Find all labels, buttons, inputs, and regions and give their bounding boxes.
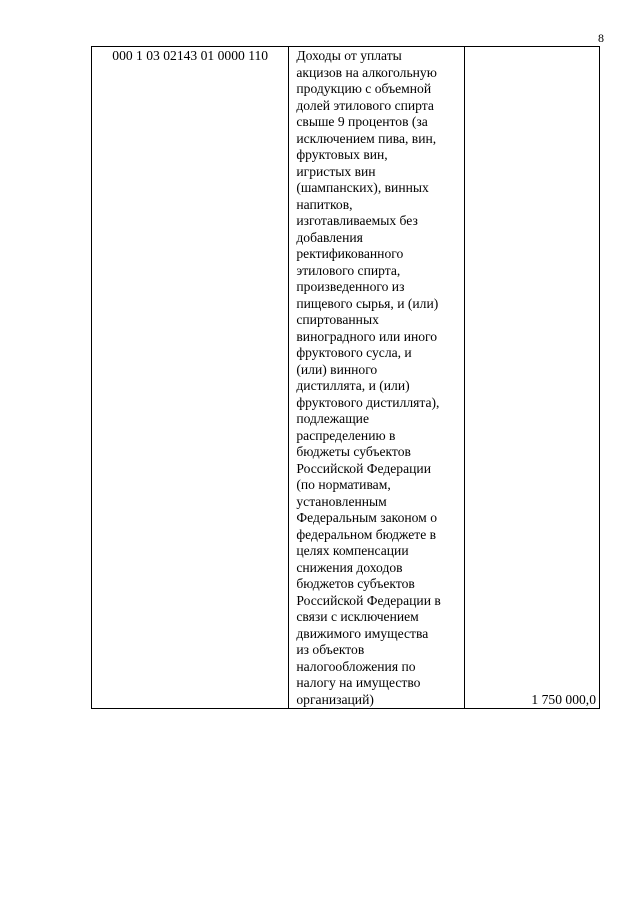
revenue-name-line: связи с исключением — [296, 609, 419, 624]
revenue-name-line: дистиллята, и (или) — [296, 378, 410, 393]
revenue-name-line: бюджеты субъектов — [296, 444, 411, 459]
revenue-name-line: (или) винного — [296, 361, 378, 377]
revenue-name-line: долей этилового спирта — [296, 97, 434, 113]
table-row — [92, 47, 600, 709]
revenue-name-line: ректификованного — [296, 246, 404, 261]
revenue-name-text — [296, 48, 459, 708]
revenue-name-line: фруктового сусла, и — [296, 345, 412, 360]
revenue-name-line: (по нормативам, — [296, 477, 391, 492]
revenue-name-line: Федеральным законом о — [296, 510, 437, 525]
revenue-name-line: этилового спирта, — [296, 262, 401, 278]
budget-classification-code: 000 1 03 02143 01 0000 110 — [92, 47, 289, 709]
revenue-name-line: исключением пива, вин, — [296, 130, 437, 146]
page-number: 8 — [598, 31, 604, 45]
revenue-name-line: установленным — [296, 493, 387, 509]
revenue-name-line: из объектов — [296, 642, 365, 657]
revenue-name-line: фруктового дистиллята), — [296, 394, 440, 410]
revenue-name-line: изготавливаемых без — [296, 213, 418, 228]
revenue-name-line: бюджетов субъектов — [296, 576, 415, 591]
amount-cell: 1 750 000,0 — [464, 47, 599, 709]
revenue-name-line: игристых вин — [296, 163, 376, 179]
revenue-name-line: спиртованных — [296, 312, 379, 327]
revenue-name-line: налогу на имущество — [296, 675, 421, 690]
revenue-name-line: Российской Федерации в — [296, 592, 441, 608]
revenue-name-line: организаций) — [296, 691, 374, 707]
revenue-name-line: распределению в — [296, 427, 396, 443]
revenue-name-line: снижения доходов — [296, 559, 403, 575]
revenue-name-line: федеральном бюджете в — [296, 526, 437, 542]
revenue-name-line: произведенного из — [296, 279, 405, 294]
revenue-name-line: (шампанских), винных — [296, 180, 429, 195]
revenue-name-line: добавления — [296, 229, 363, 245]
revenue-name-cell — [289, 47, 464, 709]
revenue-name-line: налогообложения по — [296, 658, 416, 674]
revenue-name-line: свыше 9 процентов (за — [296, 114, 428, 129]
revenue-name-line: Российской Федерации — [296, 460, 431, 476]
budget-revenue-table — [91, 46, 600, 709]
revenue-name-line: продукцию с объемной — [296, 81, 432, 96]
revenue-name-line: фруктовых вин, — [296, 147, 388, 162]
revenue-name-line: движимого имущества — [296, 625, 429, 641]
revenue-name-line: напитков, — [296, 196, 353, 212]
revenue-name-line: подлежащие — [296, 411, 369, 426]
revenue-name-line: целях компенсации — [296, 543, 409, 558]
revenue-name-line: Доходы от уплаты — [296, 48, 402, 63]
revenue-name-line: виноградного или иного — [296, 328, 438, 344]
revenue-name-line: акцизов на алкогольную — [296, 64, 437, 80]
revenue-name-line: пищевого сырья, и (или) — [296, 295, 439, 311]
